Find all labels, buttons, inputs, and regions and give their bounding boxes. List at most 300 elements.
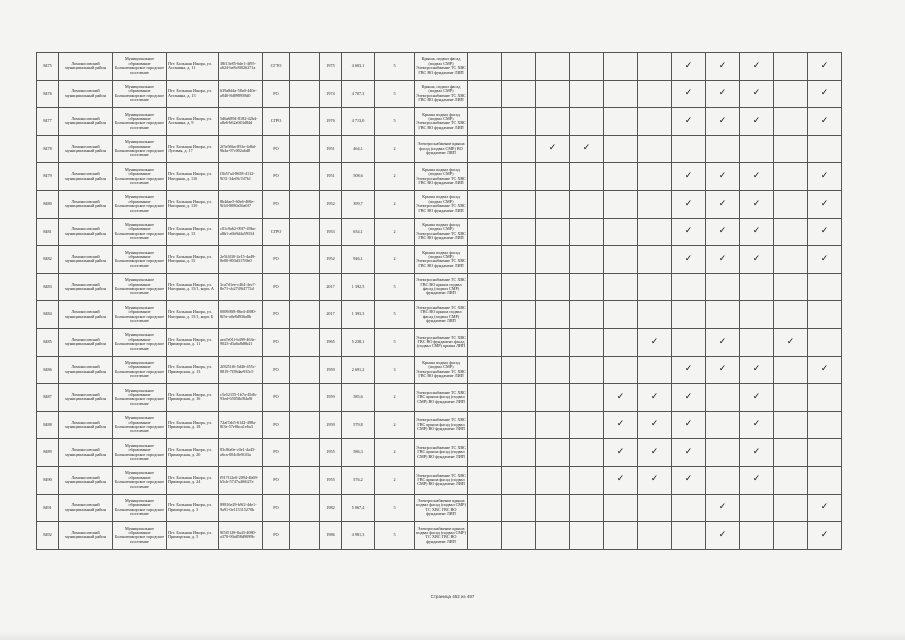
- check-cell: [638, 218, 672, 246]
- check-cell: [502, 108, 536, 136]
- check-cell: [706, 301, 740, 329]
- check-cell: [604, 80, 638, 108]
- type-cell: РО: [263, 80, 290, 108]
- check-cell: [536, 273, 570, 301]
- checkmark-icon: ✓: [718, 60, 727, 71]
- check-cell: [604, 356, 638, 384]
- check-cell: [604, 53, 638, 81]
- check-cell: [774, 108, 808, 136]
- empty-cell: [290, 246, 320, 274]
- area-cell: 579,8: [342, 411, 375, 439]
- address-cell: Пгт. Большая Ижора, ул. Нагорная, д. 15/1, корп. А: [167, 273, 219, 301]
- checkmark-icon: ✓: [820, 60, 829, 71]
- check-cell: [638, 135, 672, 163]
- check-cell: [740, 301, 774, 329]
- check-cell: [808, 163, 842, 191]
- check-cell: [570, 273, 604, 301]
- row-number: 8475: [37, 53, 59, 81]
- address-cell: Пгт. Большая Ижора, ул. Луговая, д. 17: [167, 135, 219, 163]
- check-cell: [468, 494, 502, 522]
- check-cell: [502, 439, 536, 467]
- type-cell: РО: [263, 522, 290, 550]
- year-cell: 2017: [320, 301, 342, 329]
- checkmark-icon: ✓: [820, 364, 829, 375]
- check-cell: [570, 439, 604, 467]
- year-cell: 1952: [320, 246, 342, 274]
- row-number: 8489: [37, 439, 59, 467]
- empty-cell: [290, 135, 320, 163]
- year-cell: 1965: [320, 328, 342, 356]
- fias-code-cell: c01c9a62-09f7-49ba-a8b1-a6b9d4a59334: [219, 218, 263, 246]
- area-cell: 576,2: [342, 466, 375, 494]
- check-cell: [672, 218, 706, 246]
- table-row: [37, 494, 842, 522]
- check-cell: [774, 163, 808, 191]
- table-row: [37, 328, 842, 356]
- type-cell: РО: [263, 328, 290, 356]
- check-cell: [740, 411, 774, 439]
- check-cell: [808, 53, 842, 81]
- registry-table: [36, 52, 842, 550]
- work-types-cell: Крыша подвал фасад (подвал CMP) Электроснабжение ТС ХВС ГВС ВО фундамент ЛИП: [415, 108, 468, 136]
- checkmark-icon: ✓: [616, 391, 625, 402]
- address-cell: Пгт. Большая Ижора, ул. Нагорная, д. 15: [167, 246, 219, 274]
- check-cell: [672, 328, 706, 356]
- empty-cell: [290, 466, 320, 494]
- table-row: [37, 108, 842, 136]
- fias-code-cell: 3ca7d1ee-c464-4ec7-8e71-cb2749f4772d: [219, 273, 263, 301]
- check-cell: [706, 384, 740, 412]
- check-cell: [672, 190, 706, 218]
- checkmark-icon: ✓: [718, 88, 727, 99]
- fias-code-cell: 72af7ab5-6142-498a-8f3e-57e0bca1e6a3: [219, 411, 263, 439]
- checkmark-icon: ✓: [718, 364, 727, 375]
- area-cell: 5 238,1: [342, 328, 375, 356]
- checkmark-icon: ✓: [684, 391, 693, 402]
- fias-code-cell: 83c8fa0e-c0e1-4a45-a6ca-004c8e9f43a: [219, 439, 263, 467]
- check-cell: [604, 190, 638, 218]
- check-cell: [672, 384, 706, 412]
- address-cell: Пгт. Большая Ижора, ул. Приморская, д. 5: [167, 522, 219, 550]
- type-cell: РО: [263, 384, 290, 412]
- check-cell: [672, 466, 706, 494]
- year-cell: 2017: [320, 273, 342, 301]
- check-cell: [638, 439, 672, 467]
- municipality-cell: Муниципальное образование Большеижорское городское поселение: [113, 494, 167, 522]
- empty-cell: [290, 273, 320, 301]
- check-cell: [638, 80, 672, 108]
- municipality-cell: Муниципальное образование Большеижорское городское поселение: [113, 273, 167, 301]
- check-cell: [604, 246, 638, 274]
- floors-cell: 5: [375, 108, 415, 136]
- year-cell: 1982: [320, 494, 342, 522]
- floors-cell: 2: [375, 411, 415, 439]
- check-cell: [536, 53, 570, 81]
- district-cell: Ломоносовский муниципальный район: [59, 494, 113, 522]
- check-cell: [808, 439, 842, 467]
- district-cell: Ломоносовский муниципальный район: [59, 328, 113, 356]
- checkmark-icon: ✓: [752, 170, 761, 181]
- check-cell: [672, 301, 706, 329]
- municipality-cell: Муниципальное образование Большеижорское городское поселение: [113, 218, 167, 246]
- checkmark-icon: ✓: [684, 446, 693, 457]
- check-cell: [502, 466, 536, 494]
- empty-cell: [290, 356, 320, 384]
- check-cell: [468, 522, 502, 550]
- check-cell: [638, 466, 672, 494]
- check-cell: [774, 466, 808, 494]
- check-cell: [808, 328, 842, 356]
- check-cell: [604, 328, 638, 356]
- type-cell: РО: [263, 273, 290, 301]
- year-cell: 1959: [320, 356, 342, 384]
- check-cell: [808, 384, 842, 412]
- check-cell: [604, 466, 638, 494]
- checkmark-icon: ✓: [820, 502, 829, 513]
- floors-cell: 2: [375, 218, 415, 246]
- table-row: [37, 80, 842, 108]
- check-cell: [808, 411, 842, 439]
- check-cell: [706, 218, 740, 246]
- fias-code-cell: 2f8251f6-5d46-455c-8819-7f58dae935c5: [219, 356, 263, 384]
- check-cell: [706, 522, 740, 550]
- check-cell: [638, 246, 672, 274]
- district-cell: Ломоносовский муниципальный район: [59, 80, 113, 108]
- check-cell: [740, 273, 774, 301]
- floors-cell: 2: [375, 439, 415, 467]
- district-cell: Ломоносовский муниципальный район: [59, 246, 113, 274]
- checkmark-icon: ✓: [718, 115, 727, 126]
- check-cell: [536, 246, 570, 274]
- floors-cell: 2: [375, 246, 415, 274]
- check-cell: [638, 494, 672, 522]
- check-cell: [740, 246, 774, 274]
- empty-cell: [290, 522, 320, 550]
- checkmark-icon: ✓: [684, 88, 693, 99]
- check-cell: [536, 384, 570, 412]
- checkmark-icon: ✓: [718, 336, 727, 347]
- checkmark-icon: ✓: [616, 474, 625, 485]
- checkmark-icon: ✓: [650, 419, 659, 430]
- address-cell: Пгт. Большая Ижора, ул. Приморская, д. 18: [167, 411, 219, 439]
- work-types-cell: Крыша подвал фасад (подвал CMP) Электроснабжение ТС ХВС ГВС ВО фундамент ЛИП: [415, 163, 468, 191]
- district-cell: Ломоносовский муниципальный район: [59, 163, 113, 191]
- table-row: [37, 53, 842, 81]
- type-cell: РО: [263, 494, 290, 522]
- check-cell: [604, 273, 638, 301]
- row-number: 8491: [37, 494, 59, 522]
- check-cell: [706, 108, 740, 136]
- area-cell: 4 981,3: [342, 522, 375, 550]
- check-cell: [740, 190, 774, 218]
- row-number: 8476: [37, 80, 59, 108]
- check-cell: [740, 494, 774, 522]
- address-cell: Пгт. Большая Ижора, ул. Приморская, д. 13: [167, 356, 219, 384]
- check-cell: [536, 301, 570, 329]
- area-cell: 2 691,2: [342, 356, 375, 384]
- check-cell: [774, 190, 808, 218]
- check-cell: [536, 108, 570, 136]
- fias-code-cell: 5d6a6894-8182-42b4-a8e6-b62a943d84d: [219, 108, 263, 136]
- empty-cell: [290, 494, 320, 522]
- checkmark-icon: ✓: [752, 446, 761, 457]
- check-cell: [570, 190, 604, 218]
- row-number: 8481: [37, 218, 59, 246]
- check-cell: [502, 190, 536, 218]
- type-cell: СГРО: [263, 218, 290, 246]
- type-cell: СГРО: [263, 108, 290, 136]
- floors-cell: 5: [375, 80, 415, 108]
- table-row: [37, 273, 842, 301]
- checkmark-icon: ✓: [718, 529, 727, 540]
- check-cell: [638, 328, 672, 356]
- checkmark-icon: ✓: [718, 502, 727, 513]
- check-cell: [570, 384, 604, 412]
- check-cell: [774, 301, 808, 329]
- checkmark-icon: ✓: [786, 336, 795, 347]
- checkmark-icon: ✓: [684, 253, 693, 264]
- row-number: 8479: [37, 163, 59, 191]
- row-number: 8477: [37, 108, 59, 136]
- check-cell: [570, 328, 604, 356]
- area-cell: 586,3: [342, 439, 375, 467]
- district-cell: Ломоносовский муниципальный район: [59, 108, 113, 136]
- work-types-cell: Электроснабжение ТС ХВС ГВС ВО крыша подвал фасад (подвал CMP) фундамент ЛИП: [415, 301, 468, 329]
- address-cell: Пгт. Большая Ижора, ул. Приморская, д. 11: [167, 328, 219, 356]
- checkmark-icon: ✓: [752, 391, 761, 402]
- check-cell: [808, 522, 842, 550]
- check-cell: [740, 522, 774, 550]
- check-cell: [468, 190, 502, 218]
- checkmark-icon: ✓: [684, 419, 693, 430]
- table-row: [37, 163, 842, 191]
- check-cell: [468, 439, 502, 467]
- floors-cell: 2: [375, 466, 415, 494]
- check-cell: [570, 218, 604, 246]
- check-cell: [740, 53, 774, 81]
- fias-code-cell: 8b4dae5-60e6-469e-9f44-8080a56a0f7: [219, 190, 263, 218]
- check-cell: [706, 356, 740, 384]
- fias-code-cell: f917f12e0-2094-4b69-b5cb-5747a4f6627e: [219, 466, 263, 494]
- table-row: [37, 190, 842, 218]
- fias-code-cell: 639a8d4a-58a0-440e-a040-8d898958d0: [219, 80, 263, 108]
- registry-sheet: [36, 52, 842, 550]
- municipality-cell: Муниципальное образование Большеижорское городское поселение: [113, 135, 167, 163]
- check-cell: [672, 273, 706, 301]
- row-number: 8483: [37, 273, 59, 301]
- address-cell: Пгт. Большая Ижора, ул. Астанина, д. 11: [167, 53, 219, 81]
- check-cell: [570, 135, 604, 163]
- check-cell: [638, 384, 672, 412]
- check-cell: [774, 356, 808, 384]
- row-number: 8490: [37, 466, 59, 494]
- check-cell: [808, 190, 842, 218]
- check-cell: [502, 246, 536, 274]
- row-number: 8478: [37, 135, 59, 163]
- table-row: [37, 384, 842, 412]
- check-cell: [672, 80, 706, 108]
- check-cell: [706, 190, 740, 218]
- check-cell: [740, 356, 774, 384]
- work-types-cell: Электроснабжение ТС ХВС ГВС крыша фасад (подвал CMP) ВО фундамент ЛИП: [415, 384, 468, 412]
- check-cell: [808, 135, 842, 163]
- check-cell: [706, 163, 740, 191]
- check-cell: [808, 273, 842, 301]
- row-number: 8484: [37, 301, 59, 329]
- check-cell: [638, 273, 672, 301]
- checkmark-icon: ✓: [582, 143, 591, 154]
- checkmark-icon: ✓: [820, 529, 829, 540]
- work-types-cell: Крыша подвал фасад (подвал CMP) Электроснабжение ТС ХВС ГВС ВО фундамент ЛИП: [415, 356, 468, 384]
- district-cell: Ломоносовский муниципальный район: [59, 439, 113, 467]
- check-cell: [706, 494, 740, 522]
- check-cell: [468, 53, 502, 81]
- table-row: [37, 356, 842, 384]
- check-cell: [672, 135, 706, 163]
- checkmark-icon: ✓: [820, 226, 829, 237]
- check-cell: [774, 80, 808, 108]
- check-cell: [536, 190, 570, 218]
- address-cell: Пгт. Большая Ижора, ул. Приморская, д. 24: [167, 466, 219, 494]
- page-footer: Страница 452 из 497: [430, 594, 475, 599]
- check-cell: [706, 80, 740, 108]
- area-cell: 5 067,4: [342, 494, 375, 522]
- empty-cell: [290, 301, 320, 329]
- address-cell: Пгт. Большая Ижора, ул. Нагорная, д. 13: [167, 218, 219, 246]
- area-cell: 4 707,3: [342, 80, 375, 108]
- check-cell: [638, 411, 672, 439]
- check-cell: [774, 135, 808, 163]
- work-types-cell: Электроснабжение крыша подвал фасад (подвал CMP) ТС ХВС ГВС ВО фундамент ЛИП: [415, 522, 468, 550]
- check-cell: [536, 356, 570, 384]
- fias-code-cell: 38f13e85-6de1-4f95-a624-be8c8f026271a: [219, 53, 263, 81]
- year-cell: 1959: [320, 411, 342, 439]
- year-cell: 1974: [320, 80, 342, 108]
- work-types-cell: Электроснабжение ТС ХВС ГВС ВО крыша подвал фасад (подвал CMP) фундамент ЛИП: [415, 273, 468, 301]
- check-cell: [774, 246, 808, 274]
- check-cell: [468, 246, 502, 274]
- row-number: 8486: [37, 356, 59, 384]
- floors-cell: 5: [375, 273, 415, 301]
- district-cell: Ломоносовский муниципальный район: [59, 190, 113, 218]
- municipality-cell: Муниципальное образование Большеижорское городское поселение: [113, 246, 167, 274]
- address-cell: Пгт. Большая Ижора, ул. Приморская, д. 20: [167, 439, 219, 467]
- check-cell: [638, 53, 672, 81]
- check-cell: [604, 384, 638, 412]
- area-cell: 399,7: [342, 190, 375, 218]
- check-cell: [570, 80, 604, 108]
- check-cell: [774, 494, 808, 522]
- check-cell: [468, 384, 502, 412]
- address-cell: Пгт. Большая Ижора, ул. Приморская, д. 3: [167, 494, 219, 522]
- year-cell: 1952: [320, 190, 342, 218]
- checkmark-icon: ✓: [718, 198, 727, 209]
- check-cell: [808, 466, 842, 494]
- check-cell: [808, 246, 842, 274]
- fias-code-cell: 9f5f5128-8a43-4080-a370-90a858d9099b: [219, 522, 263, 550]
- table-row: [37, 466, 842, 494]
- table-row: [37, 218, 842, 246]
- check-cell: [502, 356, 536, 384]
- check-cell: [536, 494, 570, 522]
- fias-code-cell: 89816e29-b9f2-4de1-9a91-0e115315270b: [219, 494, 263, 522]
- checkmark-icon: ✓: [752, 364, 761, 375]
- check-cell: [706, 328, 740, 356]
- district-cell: Ломоносовский муниципальный район: [59, 466, 113, 494]
- check-cell: [604, 135, 638, 163]
- check-cell: [638, 301, 672, 329]
- check-cell: [740, 439, 774, 467]
- municipality-cell: Муниципальное образование Большеижорское городское поселение: [113, 328, 167, 356]
- fias-code-cell: aea7e01f-b499-463e-9023-d3a6a8d8b41: [219, 328, 263, 356]
- empty-cell: [290, 328, 320, 356]
- municipality-cell: Муниципальное образование Большеижорское городское поселение: [113, 108, 167, 136]
- check-cell: [706, 53, 740, 81]
- check-cell: [536, 80, 570, 108]
- check-cell: [536, 163, 570, 191]
- checkmark-icon: ✓: [684, 474, 693, 485]
- row-number: 8480: [37, 190, 59, 218]
- check-cell: [706, 411, 740, 439]
- empty-cell: [290, 411, 320, 439]
- district-cell: Ломоносовский муниципальный район: [59, 301, 113, 329]
- check-cell: [502, 273, 536, 301]
- checkmark-icon: ✓: [752, 88, 761, 99]
- check-cell: [502, 411, 536, 439]
- check-cell: [706, 439, 740, 467]
- check-cell: [502, 328, 536, 356]
- checkmark-icon: ✓: [650, 446, 659, 457]
- fias-code-cell: 2f5e56ba-853e-4d6d-9b4a-97c902a6d8: [219, 135, 263, 163]
- table-row: [37, 522, 842, 550]
- municipality-cell: Муниципальное образование Большеижорское городское поселение: [113, 190, 167, 218]
- work-types-cell: Крыша, подвал фасад (подвал CMP) Электроснабжение ТС ХВС ГВС ВО фундамент ЛИП: [415, 80, 468, 108]
- checkmark-icon: ✓: [718, 226, 727, 237]
- work-types-cell: Электроснабжение ТС ХВС ГВС ВО фундамент фасад (подвал CMP) крыша ЛИП: [415, 328, 468, 356]
- empty-cell: [290, 384, 320, 412]
- area-cell: 1 392,5: [342, 273, 375, 301]
- year-cell: 1951: [320, 135, 342, 163]
- work-types-cell: Электроснабжение ТС ХВС ГВС крыша фасад (подвал CMP) ВО фундамент ЛИП: [415, 439, 468, 467]
- check-cell: [570, 466, 604, 494]
- district-cell: Ломоносовский муниципальный район: [59, 522, 113, 550]
- check-cell: [570, 301, 604, 329]
- check-cell: [468, 273, 502, 301]
- fias-code-cell: f3b57a4-8658-4132-9f31-34ef8c7d7b1: [219, 163, 263, 191]
- municipality-cell: Муниципальное образование Большеижорское городское поселение: [113, 80, 167, 108]
- type-cell: РО: [263, 163, 290, 191]
- table-row: [37, 439, 842, 467]
- row-number: 8485: [37, 328, 59, 356]
- check-cell: [468, 466, 502, 494]
- checkmark-icon: ✓: [820, 170, 829, 181]
- address-cell: Пгт. Большая Ижора, ул. Астанина, д. 9: [167, 108, 219, 136]
- row-number: 8492: [37, 522, 59, 550]
- type-cell: РО: [263, 246, 290, 274]
- check-cell: [672, 439, 706, 467]
- check-cell: [638, 108, 672, 136]
- checkmark-icon: ✓: [684, 226, 693, 237]
- row-number: 8482: [37, 246, 59, 274]
- check-cell: [570, 356, 604, 384]
- check-cell: [604, 163, 638, 191]
- district-cell: Ломоносовский муниципальный район: [59, 356, 113, 384]
- check-cell: [706, 273, 740, 301]
- municipality-cell: Муниципальное образование Большеижорское городское поселение: [113, 301, 167, 329]
- type-cell: РО: [263, 356, 290, 384]
- address-cell: Пгт. Большая Ижора, ул. Нагорная, д. 13б: [167, 190, 219, 218]
- district-cell: Ломоносовский муниципальный район: [59, 218, 113, 246]
